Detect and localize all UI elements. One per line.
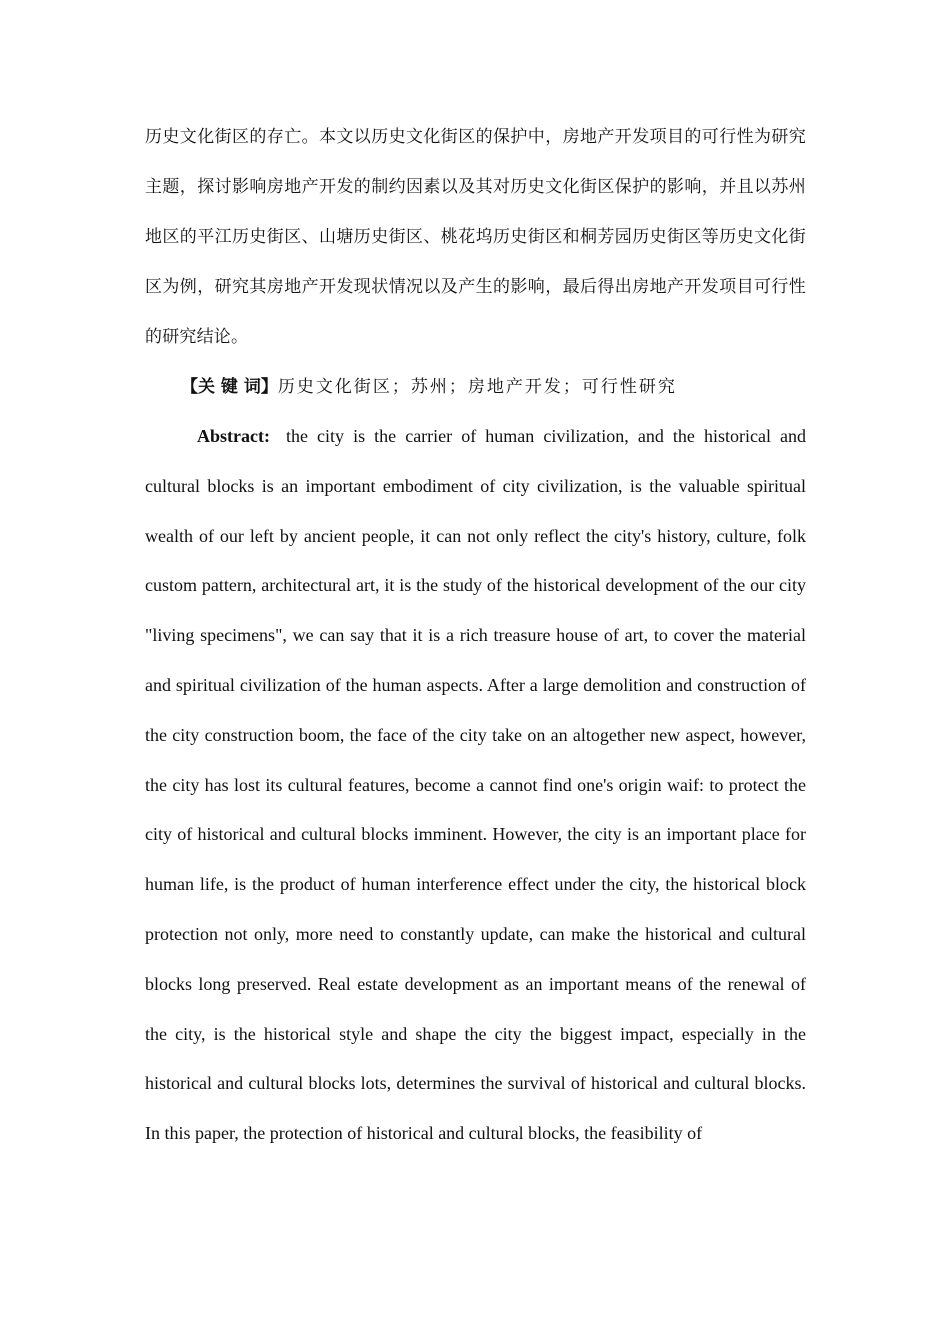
keywords-text: 历史文化街区；苏州；房地产开发；可行性研究 xyxy=(277,377,677,397)
english-abstract-paragraph xyxy=(145,412,806,1159)
abstract-label: Abstract: xyxy=(197,426,270,446)
abstract-text: the city is the carrier of human civilization, and the historical and cultural blocks is an important embodiment of city civilization, is the valuable spiritual wealth of our left by ancient people, it can not only reflect the city's history, culture, folk custom pattern, architectural art, it is the study of the historical development of the our city "living specimens", we can say that it is a rich treasure house of art, to cover the material and spiritual civilization of the human aspects. After a large demolition and construction of the city construction boom, the face of the city take on an altogether new aspect, however, the city has lost its cultural features, become a cannot find one's origin waif: to protect the city of historical and cultural blocks imminent. However, the city is an important place for human life, is the product of human interference effect under the city, the historical block protection not only, more need to constantly update, can make the historical and cultural blocks long preserved. Real estate development as an important means of the renewal of the city, is the historical style and shape the city the biggest impact, especially in the historical and cultural blocks lots, determines the survival of historical and cultural blocks. In this paper, the protection of historical and cultural blocks, the feasibility of xyxy=(145,426,806,1144)
keywords-label: 【关 键 词】 xyxy=(181,377,278,397)
chinese-abstract-paragraph: 历史文化街区的存亡。本文以历史文化街区的保护中，房地产开发项目的可行性为研究主题，探讨影响房地产开发的制约因素以及其对历史文化街区保护的影响，并且以苏州地区的平江历史街区、山塘历史街区、桃花坞历史街区和桐芳园历史街区等历史文化街区为例，研究其房地产开发现状情况以及产生的影响，最后得出房地产开发项目可行性的研究结论。 xyxy=(145,127,806,347)
document-page xyxy=(145,112,806,1159)
keywords-line xyxy=(145,362,806,412)
